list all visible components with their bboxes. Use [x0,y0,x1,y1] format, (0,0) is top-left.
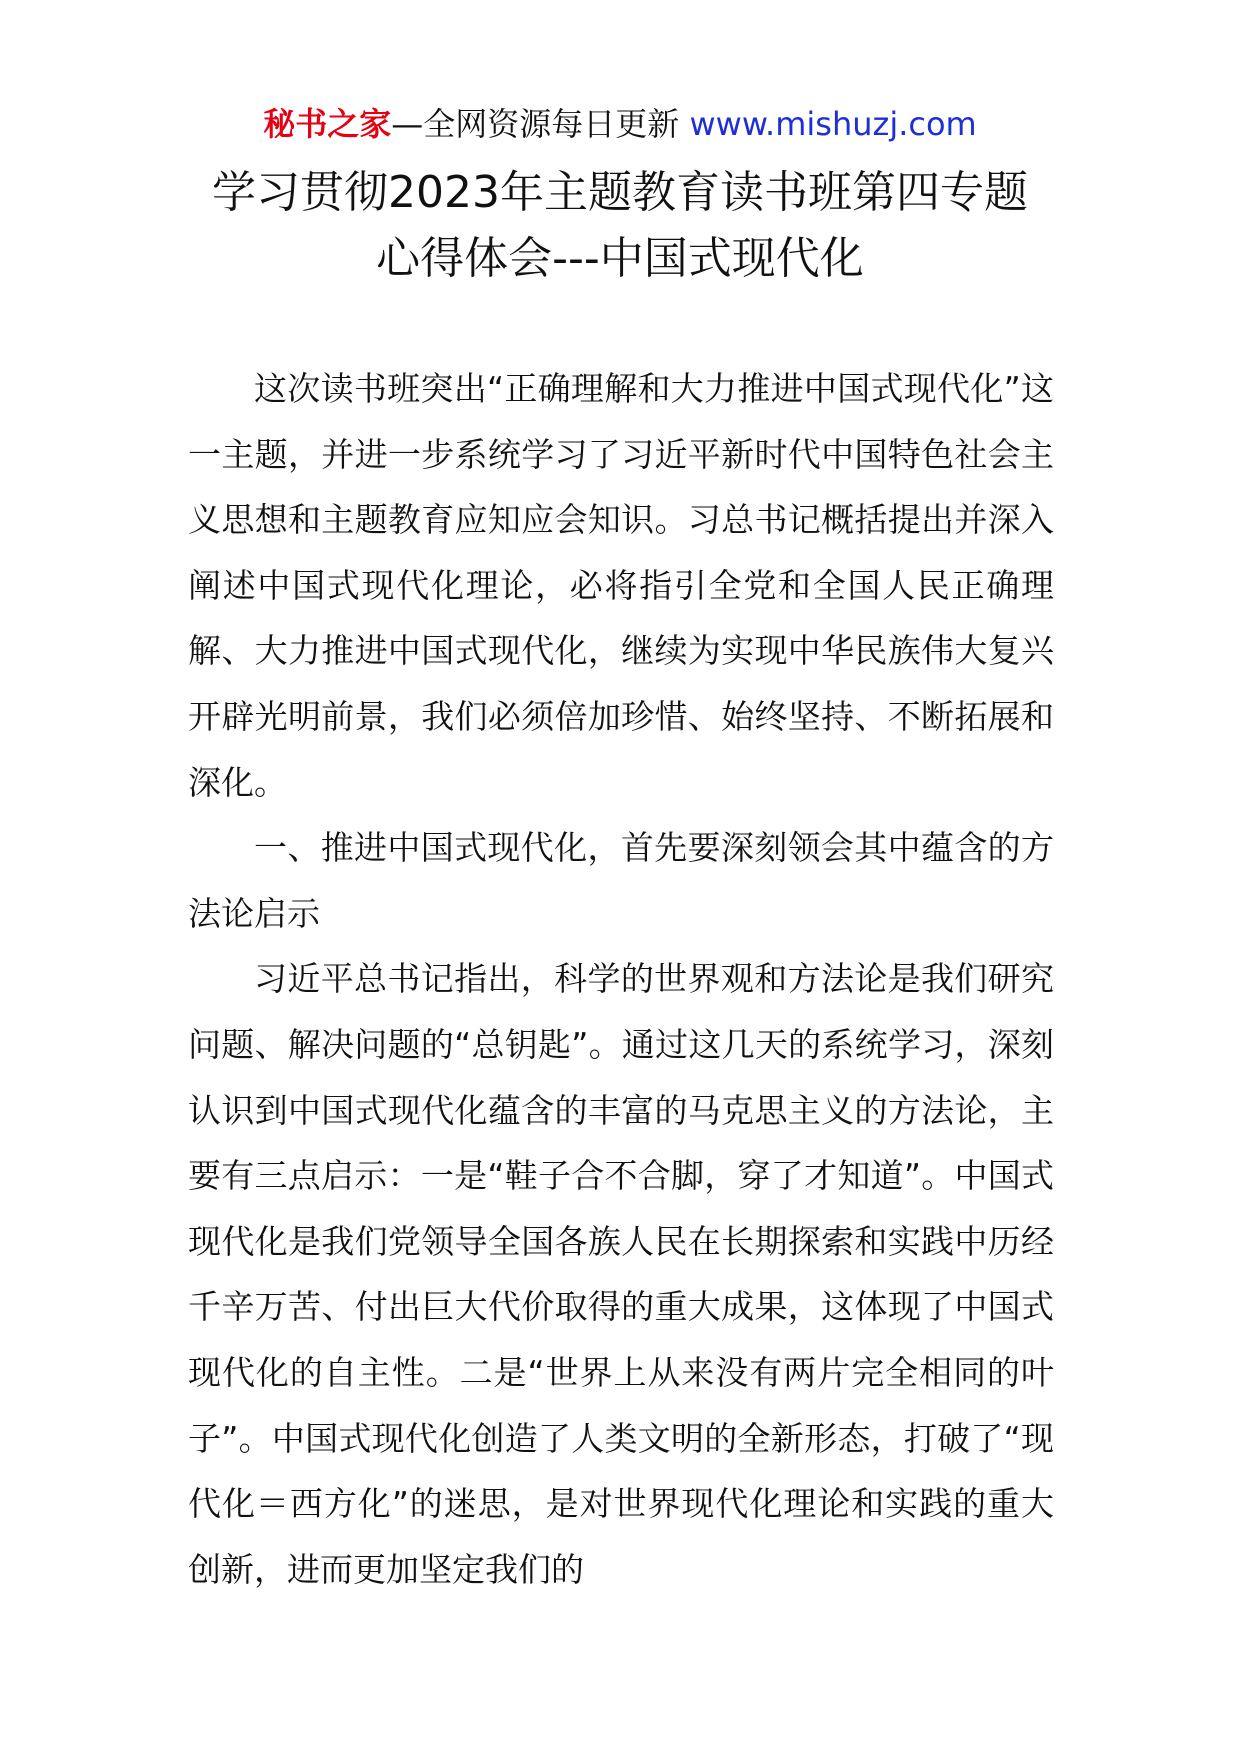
site-brand: 秘书之家 [263,105,392,143]
document-title [150,160,1090,292]
site-header [0,100,1240,148]
paragraph-methodology: 习近平总书记指出，科学的世界观和方法论是我们研究问题、解决问题的“总钥匙”。通过这几天的系统学习，深刻认识到中国式现代化蕴含的丰富的马克思主义的方法论，主要有三点启示：一是“鞋子合不合脚，穿了才知道”。中国式现代化是我们党领导全国各族人民在长期探索和实践中历经千辛万苦、付出巨大代价取得的重大成果，这体现了中国式现代化的自主性。二是“世界上从来没有两片完全相同的叶子”。中国式现代化创造了人类文明的全新形态，打破了“现代化＝西方化”的迷思，是对世界现代化理论和实践的重大创新，进而更加坚定我们的 [188,959,1054,1589]
title-line-1: 学习贯彻2023年主题教育读书班第四专题 [212,167,1028,218]
section-heading-1: 一、推进中国式现代化，首先要深刻领会其中蕴含的方法论启示 [188,828,1054,933]
document-body [188,356,1054,1602]
paragraph-intro: 这次读书班突出“正确理解和大力推进中国式现代化”这一主题，并进一步系统学习了习近平新时代中国特色社会主义思想和主题教育应知应会知识。习总书记概括提出并深入阐述中国式现代化理论，必将指引全党和全国人民正确理解、大力推进中国式现代化，继续为实现中华民族伟大复兴开辟光明前景，我们必须倍加珍惜、始终坚持、不断拓展和深化。 [188,369,1054,802]
site-tagline: —全网资源每日更新 [391,105,690,143]
title-line-2: 心得体会---中国式现代化 [376,233,864,284]
site-url-link[interactable]: www.mishuzj.com [689,105,977,143]
